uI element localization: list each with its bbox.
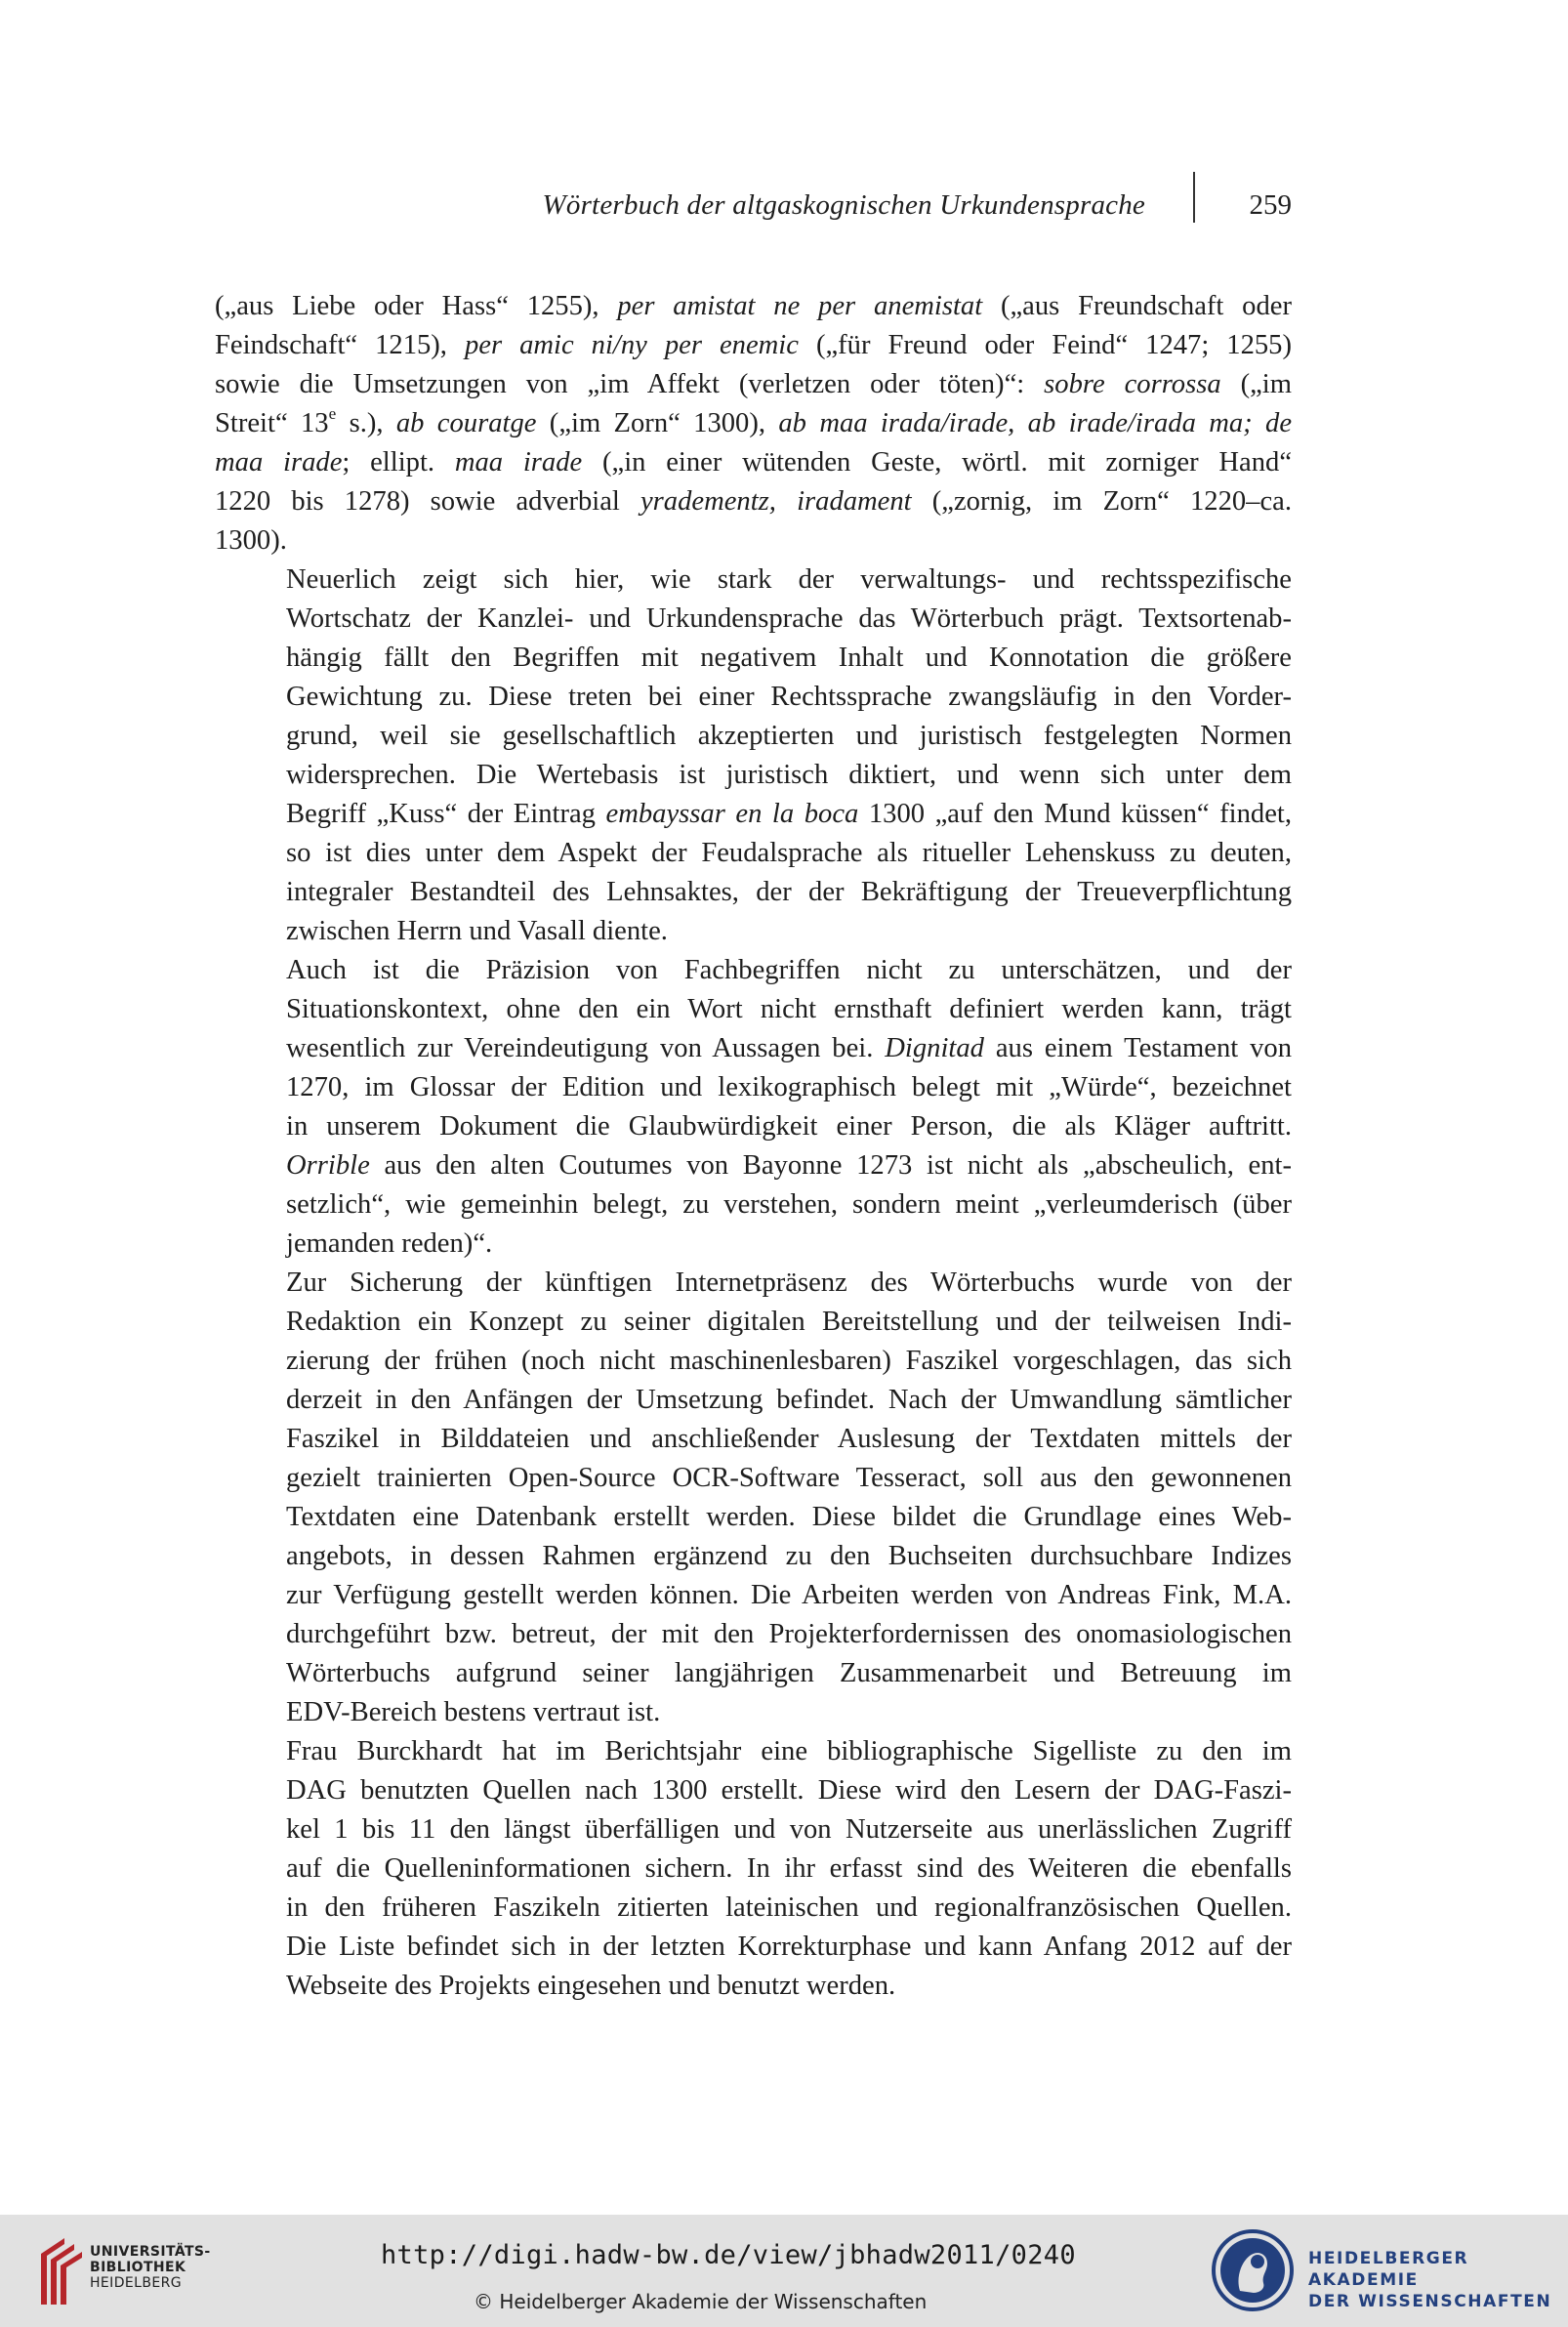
text-line: Streit“ 13e s.), ab couratge („im Zorn“ 1300), ab maa irada/irade, ab irade/irada ma; de [215, 404, 1293, 438]
text-line: setzlich“, wie gemeinhin belegt, zu verstehen, sondern meint „verleumderisch (über [286, 1189, 1292, 1220]
text-line: Auch ist die Präzision von Fachbegriffen nicht zu unterschätzen, und der [286, 955, 1292, 985]
text-line: Neuerlich zeigt sich hier, wie stark der verwaltungs- und rechtsspezifische [286, 564, 1292, 595]
text-line: DAG benutzten Quellen nach 1300 erstellt. Diese wird den Lesern der DAG-Faszi- [286, 1775, 1292, 1806]
text-line: Situationskontext, ohne den ein Wort nicht ernsthaft definiert werden kann, trägt [286, 994, 1292, 1024]
copyright-notice: © Heidelberger Akademie der Wissenschaften [474, 2290, 928, 2313]
paragraph-2 [215, 561, 1292, 951]
running-head [215, 186, 1292, 234]
text-line: jemanden reden)“. [286, 1228, 493, 1259]
text-line: („aus Liebe oder Hass“ 1255), per amistat ne per anemistat („aus Freundschaft oder [215, 291, 1292, 321]
footer-band [0, 2215, 1568, 2327]
text-line: zierung der frühen (noch nicht maschinenlesbaren) Faszikel vorgeschlagen, das sich [286, 1346, 1292, 1376]
text-line: EDV-Bereich bestens vertraut ist. [286, 1697, 661, 1727]
text-line: so ist dies unter dem Aspekt der Feudalsprache als ritueller Lehenskuss zu deuten, [286, 838, 1292, 868]
text-line: widersprechen. Die Wertebasis ist juristisch diktiert, und wenn sich unter dem [286, 760, 1292, 790]
paragraph-1 [215, 287, 1292, 561]
university-library-name: UNIVERSITÄTS- BIBLIOTHEK HEIDELBERG [90, 2244, 211, 2291]
paragraph-3 [215, 951, 1292, 1264]
text-line: hängig fällt den Begriffen mit negativem Inhalt und Konnotation die größere [286, 643, 1292, 673]
text-line: 1270, im Glossar der Edition und lexikographisch belegt mit „Würde“, bezeichnet [286, 1072, 1292, 1102]
academy-name: HEIDELBERGER AKADEMIE DER WISSENSCHAFTEN [1308, 2249, 1552, 2311]
text-line: auf die Quelleninformationen sichern. In ihr erfasst sind des Weiteren die ebenfalls [286, 1853, 1292, 1884]
paragraph-5 [215, 1732, 1292, 2006]
header-divider [1193, 172, 1195, 223]
text-line: Redaktion ein Konzept zu seiner digitalen Bereitstellung und der teilweisen Indi- [286, 1307, 1292, 1337]
text-line: Frau Burckhardt hat im Berichtsjahr eine bibliographische Sigelliste zu den im [286, 1736, 1292, 1766]
paragraph-4 [215, 1264, 1292, 1732]
text-line: durchgeführt bzw. betreut, der mit den Projekterfordernissen des onomasiologischen [286, 1619, 1292, 1649]
text-line: Feindschaft“ 1215), per amic ni/ny per enemic („für Freund oder Feind“ 1247; 1255) [215, 330, 1292, 360]
text-line: 1220 bis 1278) sowie adverbial yradementz, iradament („zornig, im Zorn“ 1220–ca. [215, 486, 1293, 517]
text-line: integraler Bestandteil des Lehnsaktes, der der Bekräftigung der Treueverpflichtung [286, 877, 1292, 907]
text-line: Orrible aus den alten Coutumes von Bayonne 1273 ist nicht als „abscheulich, ent- [286, 1150, 1292, 1181]
text-line: Faszikel in Bilddateien und anschließender Auslesung der Textdaten mittels der [286, 1424, 1292, 1454]
text-line: Die Liste befindet sich in der letzten Korrekturphase und kann Anfang 2012 auf der [286, 1932, 1292, 1962]
document-url-link[interactable]: http://digi.hadw-bw.de/view/jbhadw2011/0240 [381, 2240, 1076, 2270]
university-library-logo-icon [35, 2234, 84, 2310]
text-line: derzeit in den Anfängen der Umsetzung befindet. Nach der Umwandlung sämtlicher [286, 1385, 1292, 1415]
text-line: Wörterbuchs aufgrund seiner langjährigen Zusammenarbeit und Betreuung im [286, 1658, 1292, 1688]
page-number: 259 [1249, 189, 1292, 221]
text-line: Textdaten eine Datenbank erstellt werden. Diese bildet die Grundlage eines Web- [286, 1502, 1292, 1532]
text-line: in den früheren Faszikeln zitierten lateinischen und regionalfranzösischen Quellen. [286, 1892, 1292, 1923]
text-line: Gewichtung zu. Diese treten bei einer Rechtssprache zwangsläufig in den Vorder- [286, 682, 1292, 712]
text-line: angebots, in dessen Rahmen ergänzend zu den Buchseiten durchsuchbare Indizes [286, 1541, 1292, 1571]
text-line: Wortschatz der Kanzlei- und Urkundensprache das Wörterbuch prägt. Textsortenab- [286, 603, 1292, 634]
text-line: gezielt trainierten Open-Source OCR-Software Tesseract, soll aus den gewonnenen [286, 1463, 1292, 1493]
text-line: Begriff „Kuss“ der Eintrag embayssar en la boca 1300 „auf den Mund küssen“ findet, [286, 799, 1292, 829]
text-line: Webseite des Projekts eingesehen und benutzt werden. [286, 1971, 896, 2001]
running-title: Wörterbuch der altgaskognischen Urkundensprache [542, 189, 1145, 221]
text-line: in unserem Dokument die Glaubwürdigkeit einer Person, die als Kläger auftritt. [286, 1111, 1292, 1142]
text-line: grund, weil sie gesellschaftlich akzeptierten und juristisch festgelegten Normen [286, 721, 1292, 751]
body-text [215, 287, 1292, 2006]
academy-seal-icon [1211, 2228, 1295, 2312]
text-line: kel 1 bis 11 den längst überfälligen und von Nutzerseite aus unerlässlichen Zugriff [286, 1814, 1292, 1845]
text-line: 1300). [215, 525, 287, 556]
text-line: zur Verfügung gestellt werden können. Die Arbeiten werden von Andreas Fink, M.A. [286, 1580, 1292, 1610]
text-line: wesentlich zur Vereindeutigung von Aussagen bei. Dignitad aus einem Testament von [286, 1033, 1293, 1063]
text-line: zwischen Herrn und Vasall diente. [286, 916, 668, 946]
text-line: maa irade; ellipt. maa irade („in einer wütenden Geste, wörtl. mit zorniger Hand“ [215, 447, 1293, 478]
text-line: sowie die Umsetzungen von „im Affekt (verletzen oder töten)“: sobre corrossa („im [215, 369, 1292, 399]
text-line: Zur Sicherung der künftigen Internetpräsenz des Wörterbuchs wurde von der [286, 1267, 1292, 1298]
